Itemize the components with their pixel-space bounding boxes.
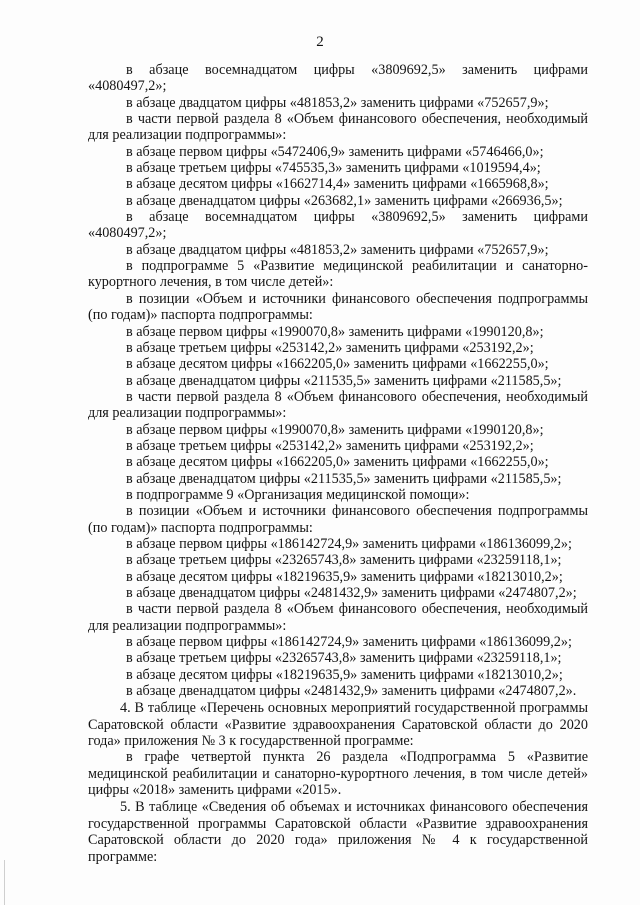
paragraph-25: в абзаце десятом цифры «18219635,9» заменить цифрами «18213010,2»; xyxy=(126,568,563,585)
paragraph-20: в абзаце двенадцатом цифры «211535,5» заменить цифрами «211585,5»; xyxy=(126,470,562,487)
paragraph-31: в абзаце двенадцатом цифры «2481432,9» заменить цифрами «2474807,2». xyxy=(126,683,577,700)
paragraph-10: в подпрограмме 5 «Развитие медицинской реабилитации и санаторно-курортного лечения, в том числе детей»: xyxy=(88,258,588,291)
paragraph-18: в абзаце третьем цифры «253142,2» заменить цифрами «253192,2»; xyxy=(126,437,534,454)
paragraph-34: 5. В таблице «Сведения об объемах и источниках финансового обеспечения государственной программы Саратовской области «Развитие здравоохранения Саратовской области до 2020 года» приложения № 4 к государственной программе: xyxy=(88,799,588,865)
paragraph-30: в абзаце десятом цифры «18219635,9» заменить цифрами «18213010,2»; xyxy=(126,666,563,683)
paragraph-7: в абзаце двенадцатом цифры «263682,1» заменить цифрами «266936,5»; xyxy=(126,192,563,209)
paragraph-11: в позиции «Объем и источники финансового обеспечения подпрограммы (по годам)» паспорта подпрограммы: xyxy=(88,290,588,324)
page-number: 2 xyxy=(316,34,324,50)
paragraph-32: 4. В таблице «Перечень основных мероприятий государственной программы Саратовской области «Развитие здравоохранения Саратовской области до 2020 года» приложения № 3 к государственной программе: xyxy=(88,700,588,750)
paragraph-16: в части первой раздела 8 «Объем финансового обеспечения, необходимый для реализации подпрограммы»: xyxy=(88,388,588,422)
paragraph-19: в абзаце десятом цифры «1662205,0» заменить цифрами «1662255,0»; xyxy=(126,454,549,471)
paragraph-8: в абзаце восемнадцатом цифры «3809692,5» заменить цифрами «4080497,2»; xyxy=(88,209,588,242)
paragraph-28: в абзаце первом цифры «186142724,9» заменить цифрами «186136099,2»; xyxy=(126,634,572,651)
paragraph-33: в графе четвертой пункта 26 раздела «Подпрограмма 5 «Развитие медицинской реабилитации и санаторно-курортного лечения, в том числе детей» цифры «2018» заменить цифрами «2015». xyxy=(88,749,588,799)
paragraph-24: в абзаце третьем цифры «23265743,8» заменить цифрами «23259118,1»; xyxy=(126,552,562,569)
scan-edge-divider xyxy=(4,860,5,905)
paragraph-4: в абзаце первом цифры «5472406,9» заменить цифрами «5746466,0»; xyxy=(126,143,544,160)
paragraph-17: в абзаце первом цифры «1990070,8» заменить цифрами «1990120,8»; xyxy=(126,421,544,438)
document-body xyxy=(88,62,588,865)
paragraph-13: в абзаце третьем цифры «253142,2» заменить цифрами «253192,2»; xyxy=(126,339,534,356)
paragraph-6: в абзаце десятом цифры «1662714,4» заменить цифрами «1665968,8»; xyxy=(126,176,549,193)
paragraph-12: в абзаце первом цифры «1990070,8» заменить цифрами «1990120,8»; xyxy=(126,323,544,340)
paragraph-23: в абзаце первом цифры «186142724,9» заменить цифрами «186136099,2»; xyxy=(126,535,572,552)
paragraph-5: в абзаце третьем цифры «745535,3» заменить цифрами «1019594,4»; xyxy=(126,160,541,177)
paragraph-1: в абзаце восемнадцатом цифры «3809692,5» заменить цифрами «4080497,2»; xyxy=(88,62,588,95)
paragraph-27: в части первой раздела 8 «Объем финансового обеспечения, необходимый для реализации подпрограммы»: xyxy=(88,601,588,634)
paragraph-21: в подпрограмме 9 «Организация медицинской помощи»: xyxy=(126,486,470,503)
paragraph-3: в части первой раздела 8 «Объем финансового обеспечения, необходимый для реализации подпрограммы»: xyxy=(88,111,588,144)
paragraph-9: в абзаце двадцатом цифры «481853,2» заменить цифрами «752657,9»; xyxy=(126,241,549,258)
paragraph-26: в абзаце двенадцатом цифры «2481432,9» заменить цифрами «2474807,2»; xyxy=(126,585,577,601)
paragraph-2: в абзаце двадцатом цифры «481853,2» заменить цифрами «752657,9»; xyxy=(126,94,549,111)
paragraph-29: в абзаце третьем цифры «23265743,8» заменить цифрами «23259118,1»; xyxy=(126,650,562,667)
paragraph-22: в позиции «Объем и источники финансового обеспечения подпрограммы (по годам)» паспорта подпрограммы: xyxy=(88,503,588,536)
paragraph-14: в абзаце десятом цифры «1662205,0» заменить цифрами «1662255,0»; xyxy=(126,356,549,373)
paragraph-15: в абзаце двенадцатом цифры «211535,5» заменить цифрами «211585,5»; xyxy=(126,372,562,389)
